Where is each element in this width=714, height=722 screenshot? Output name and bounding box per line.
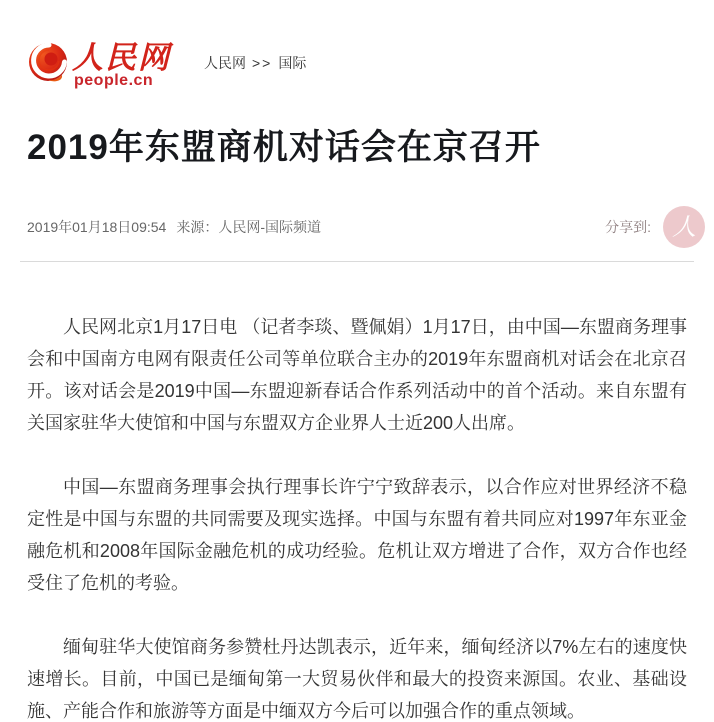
source-label: 来源：	[176, 219, 219, 236]
article-paragraph: 人民网北京1月17日电 （记者李琰、暨佩娟）1月17日，由中国—东盟商务理事会和中国南方电网有限责任公司等单位联合主办的2019年东盟商机对话会在北京召开。该对话会是2019中国—东盟迎新春话合作系列活动中的首个活动。来自东盟有关国家驻华大使馆和中国与东盟双方企业界人士近200人出席。	[27, 317, 687, 434]
logo-wordmark: 人民网	[72, 40, 171, 75]
article-main	[0, 128, 714, 722]
article-paragraph: 中国—东盟商务理事会执行理事长许宁宁致辞表示，以合作应对世界经济不稳定性是中国与东盟的共同需要及现实选择。中国与东盟有着共同应对1997年东亚金融危机和2008年国际金融危机的成功经验。危机让双方增进了合作，双方合作也经受住了危机的考验。	[27, 477, 687, 594]
article-title: 2019年东盟商机对话会在京召开	[27, 128, 541, 167]
article-meta-row	[27, 206, 705, 248]
breadcrumb-section-link[interactable]: 国际	[278, 55, 307, 71]
people-cn-logo[interactable]	[28, 34, 171, 94]
share-box	[605, 206, 705, 248]
breadcrumb-separator: >>	[252, 55, 273, 71]
article-meta	[27, 217, 321, 237]
breadcrumb	[204, 53, 306, 73]
publish-date: 2019年01月18日09:54	[27, 219, 167, 236]
breadcrumb-home-link[interactable]: 人民网	[204, 55, 246, 71]
people-cn-globe-icon	[28, 38, 70, 86]
source-link[interactable]: 人民网-国际频道	[218, 219, 321, 236]
site-header	[0, 0, 714, 96]
people-weibo-share-icon[interactable]: 人	[663, 206, 705, 248]
share-label: 分享到:	[605, 219, 651, 236]
article-paragraph: 缅甸驻华大使馆商务参赞杜丹达凯表示，近年来，缅甸经济以7%左右的速度快速增长。目前，中国已是缅甸第一大贸易伙伴和最大的投资来源国。农业、基础设施、产能合作和旅游等方面是中缅双方今后可以加强合作的重点领域。	[27, 637, 687, 722]
logo-domain-text: people.cn	[74, 72, 154, 89]
article-body	[27, 262, 687, 722]
